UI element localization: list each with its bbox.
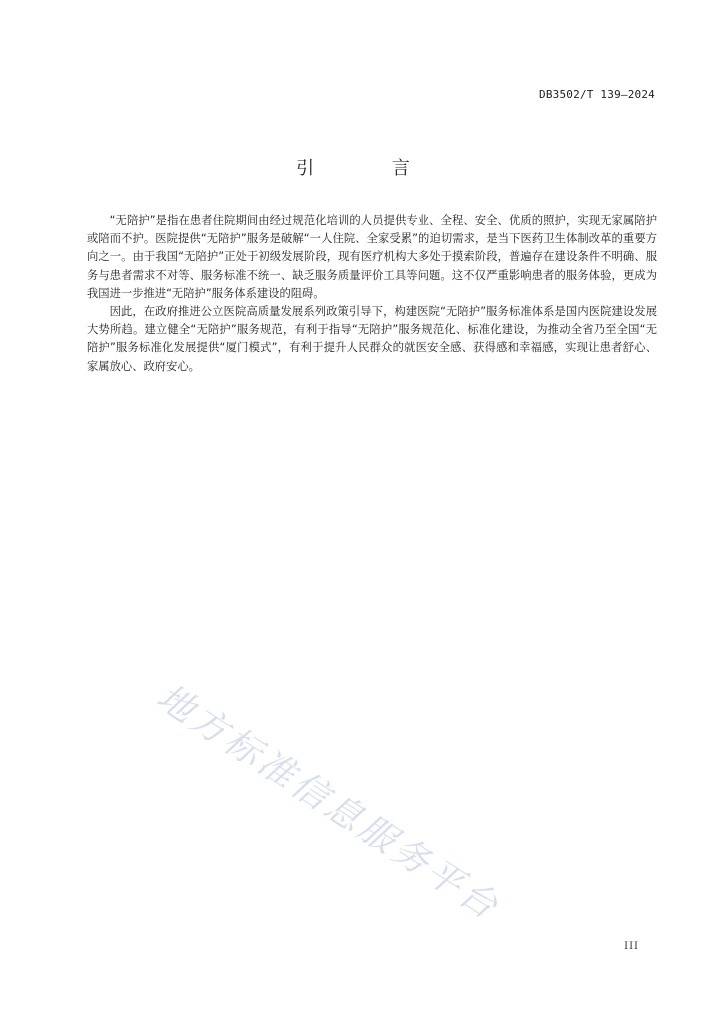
- standard-code: DB3502/T 139—2024: [539, 88, 655, 101]
- paragraph: 因此，在政府推进公立医院高质量发展系列政策引导下，构建医院“无陪护”服务标准体系是国内医院建设发展大势所趋。建立健全“无陪护”服务规范，有利于指导“无陪护”服务规范化、标准化建设，为推动全省乃至全国“无陪护”服务标准化发展提供“厦门模式”，有利于提升人民群众的就医安全感、获得感和幸福感，实现让患者舒心、家属放心、政府安心。: [87, 305, 657, 373]
- page-number: III: [624, 941, 639, 952]
- body-text: [87, 212, 657, 376]
- paragraph: “无陪护”是指在患者住院期间由经过规范化培训的人员提供专业、全程、安全、优质的照护，实现无家属陪护或陪而不护。医院提供“无陪护”服务是破解“一人住院、全家受累”的迫切需求，是当下医药卫生体制改革的重要方向之一。由于我国“无陪护”正处于初级发展阶段，现有医疗机构大多处于摸索阶段，普遍存在建设条件不明确、服务与患者需求不对等、服务标准不统一、缺乏服务质量评价工具等问题。这不仅严重影响患者的服务体验，更成为我国进一步推进“无陪护”服务体系建设的阻碍。: [87, 214, 657, 300]
- watermark: 地方标准信息服务平台: [149, 676, 508, 929]
- section-title: 引 言: [296, 158, 446, 179]
